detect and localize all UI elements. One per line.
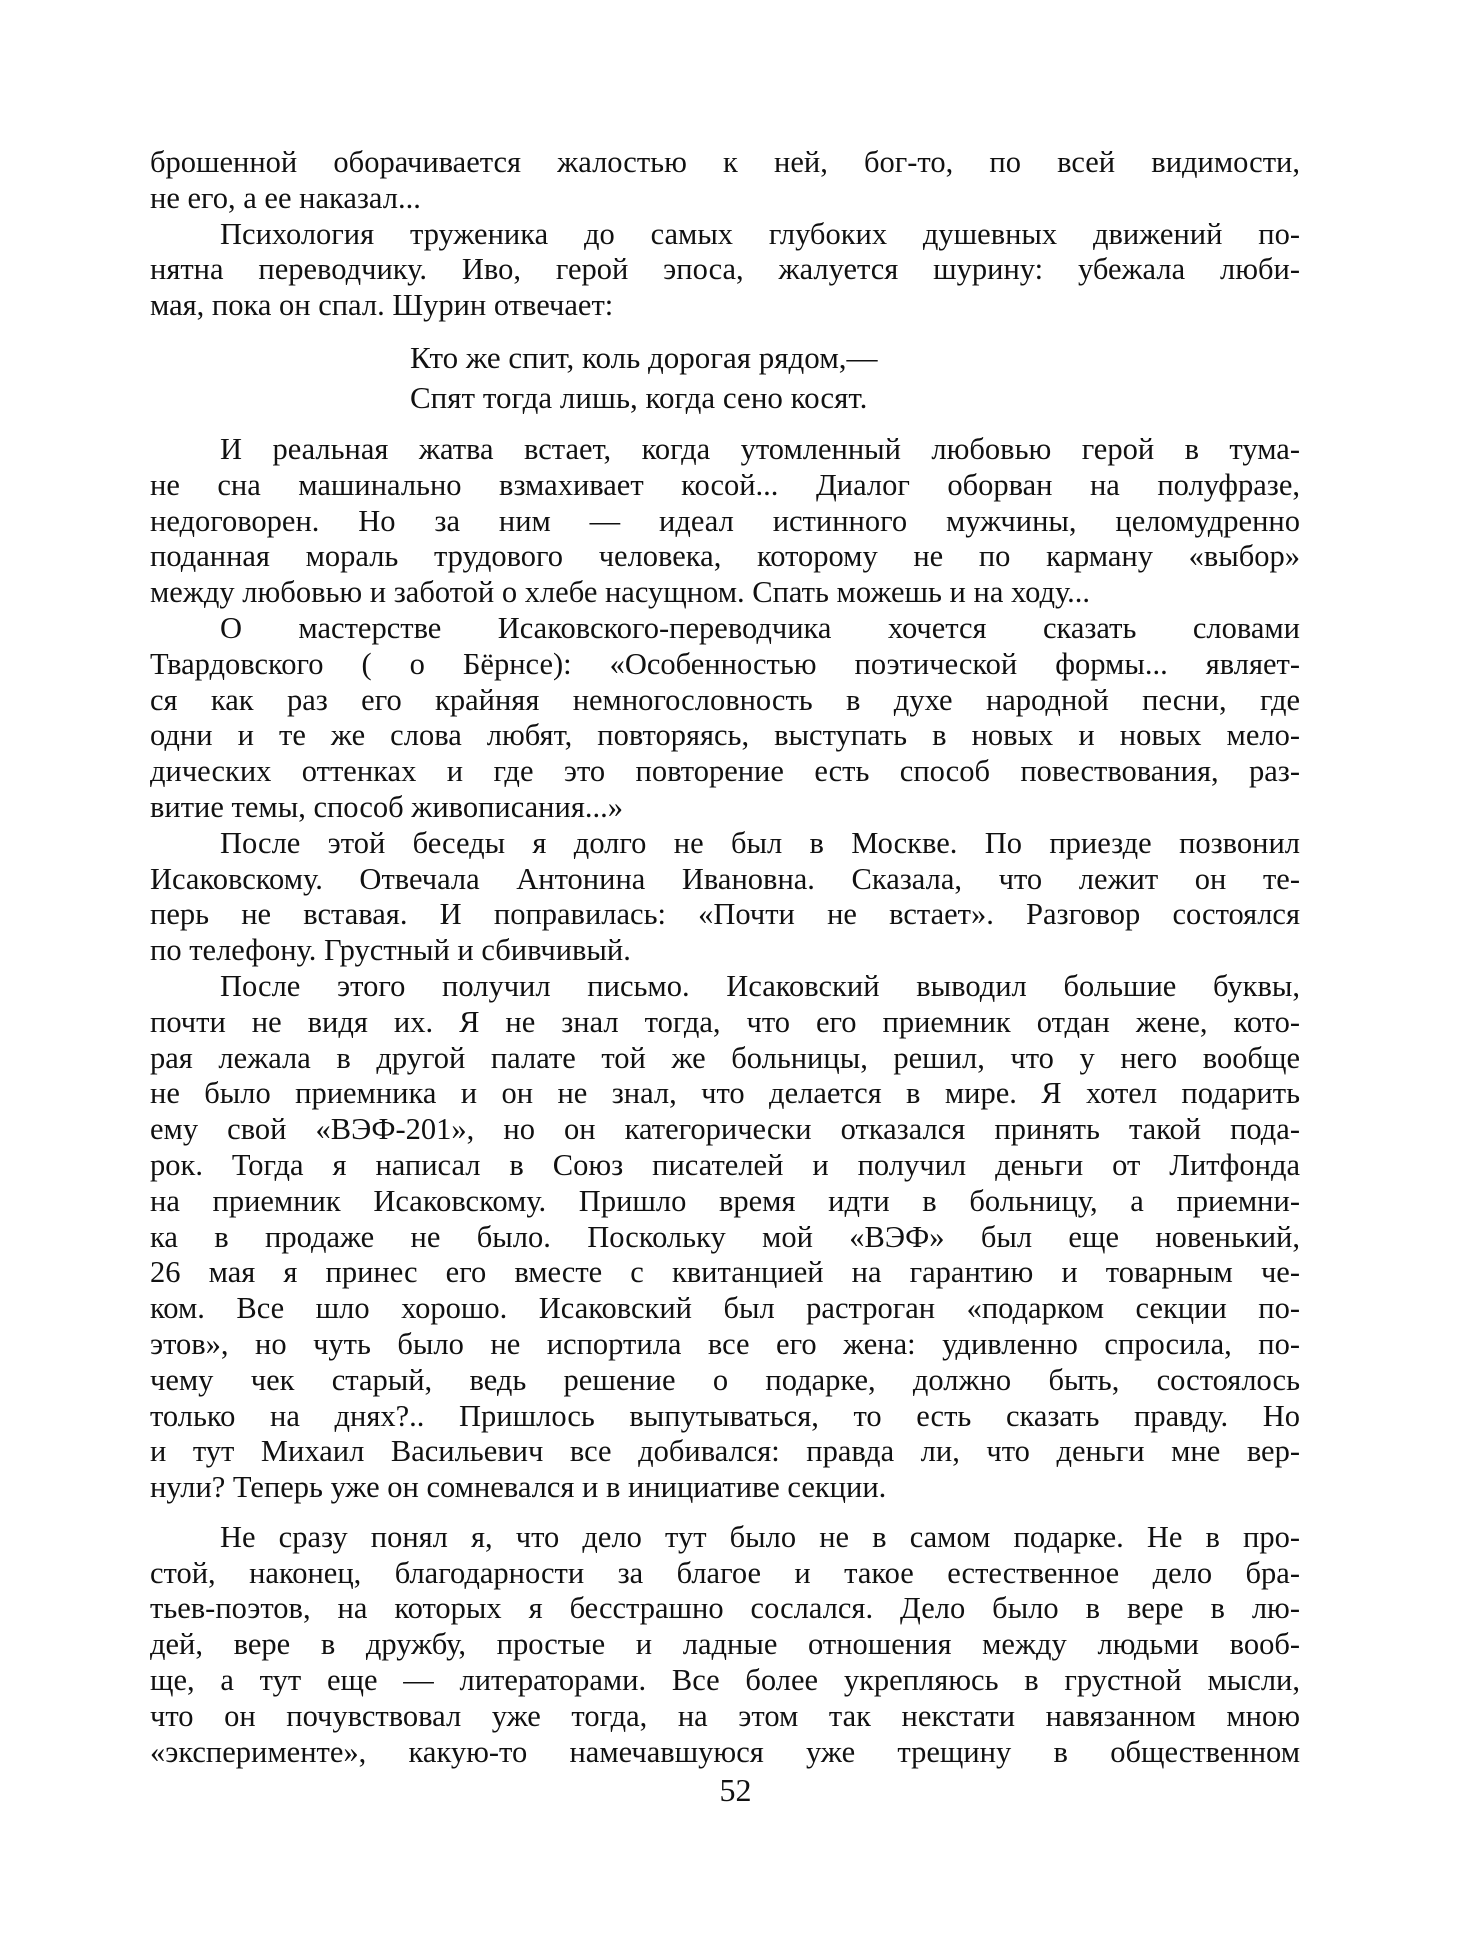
text-line: и тут Михаил Васильевич все добивался: правда ли, что деньги мне вер- [150, 1434, 1300, 1469]
text-line: ком. Все шло хорошо. Исаковский был растроган «подарком секции по- [150, 1291, 1300, 1326]
text-line: Исаковскому. Отвечала Антонина Ивановна. Сказала, что лежит он те- [150, 861, 1300, 896]
text-line: ще, а тут еще — литераторами. Все более укрепляюсь в грустной мысли, [150, 1663, 1300, 1698]
text-line: перь не вставая. И поправилась: «Почти не встает». Разговор состоялся [150, 897, 1300, 932]
text-line: только на днях?.. Пришлось выпутываться, то есть сказать правду. Но [150, 1398, 1300, 1433]
text-line: После этой беседы я долго не был в Москве. По приезде позвонил [220, 825, 1300, 860]
text-line: стой, наконец, благодарности за благое и такое естественное дело бра- [150, 1555, 1300, 1590]
text-line: по телефону. Грустный и сбивчивый. [150, 933, 631, 968]
paragraph [150, 826, 1300, 969]
verse-quote [410, 338, 1050, 418]
text-line: Твардовского ( о Бёрнсе): «Особенностью поэтической формы... являет- [150, 646, 1300, 681]
text-line: чему чек старый, ведь решение о подарке, должно быть, состоялось [150, 1362, 1300, 1397]
text-line: не было приемника и он не знал, что делается в мире. Я хотел подарить [150, 1076, 1300, 1111]
text-line: витие темы, способ живописания...» [150, 789, 623, 824]
paragraph [150, 217, 1300, 324]
paragraph [150, 145, 1300, 217]
page-number: 52 [719, 1772, 752, 1808]
text-line: брошенной оборачивается жалостью к ней, бог-то, по всей видимости, [150, 145, 1300, 179]
text-line: дей, вере в дружбу, простые и ладные отношения между людьми вооб- [150, 1627, 1300, 1662]
text-line: мая, пока он спал. Шурин отвечает: [150, 288, 614, 323]
body-text [150, 145, 1300, 1770]
text-line: нули? Теперь уже он сомневался и в инициативе секции. [150, 1470, 887, 1505]
text-line: одни и те же слова любят, повторяясь, выступать в новых и новых мело- [150, 718, 1300, 753]
text-line: что он почувствовал уже тогда, на этом так некстати навязанном мною [150, 1698, 1300, 1733]
text-line: недоговорен. Но за ним — идеал истинного мужчины, целомудренно [150, 503, 1300, 538]
text-line: После этого получил письмо. Исаковский выводил большие буквы, [220, 968, 1300, 1003]
text-line: дических оттенках и где это повторение есть способ повествования, раз- [150, 754, 1300, 789]
text-line: не его, а ее наказал... [150, 180, 421, 215]
text-line: нятна переводчику. Иво, герой эпоса, жалуется шурину: убежала люби- [150, 252, 1300, 287]
verse-line: Кто же спит, коль дорогая рядом,— [410, 339, 878, 375]
paragraph [150, 1520, 1300, 1771]
text-line: ся как раз его крайняя немногословность в духе народной песни, где [150, 682, 1300, 717]
verse-line: Спят тогда лишь, когда сено косят. [410, 379, 868, 415]
text-line: поданная мораль трудового человека, которому не по карману «выбор» [150, 539, 1300, 574]
text-line: не сна машинально взмахивает косой... Диалог оборван на полуфразе, [150, 467, 1300, 502]
text-line: рая лежала в другой палате той же больницы, решил, что у него вообще [150, 1040, 1300, 1075]
text-line: Психология труженика до самых глубоких душевных движений по- [220, 216, 1300, 251]
text-line: 26 мая я принес его вместе с квитанцией на гарантию и товарным че- [150, 1255, 1300, 1290]
text-line: И реальная жатва встает, когда утомленный любовью герой в тума- [220, 431, 1300, 466]
paragraph [150, 969, 1300, 1506]
text-line: Не сразу понял я, что дело тут было не в самом подарке. Не в про- [220, 1519, 1300, 1554]
paragraph [150, 432, 1300, 611]
text-line: О мастерстве Исаковского-переводчика хочется сказать словами [220, 610, 1300, 645]
text-line: почти не видя их. Я не знал тогда, что его приемник отдан жене, кото- [150, 1004, 1300, 1039]
text-line: «эксперименте», какую-то намечавшуюся уже трещину в общественном [150, 1734, 1300, 1769]
paragraph [150, 611, 1300, 826]
text-line: ка в продаже не было. Поскольку мой «ВЭФ» был еще новенький, [150, 1219, 1300, 1254]
text-line: этов», но чуть было не испортила все его жена: удивленно спросила, по- [150, 1326, 1300, 1361]
text-line: рок. Тогда я написал в Союз писателей и получил деньги от Литфонда [150, 1147, 1300, 1182]
text-line: ему свой «ВЭФ-201», но он категорически отказался принять такой пода- [150, 1112, 1300, 1147]
text-line: тьев-поэтов, на которых я бесстрашно сослался. Дело было в вере в лю- [150, 1591, 1300, 1626]
text-line: между любовью и заботой о хлебе насущном. Спать можешь и на ходу... [150, 575, 1091, 610]
text-line: на приемник Исаковскому. Пришло время идти в больницу, а приемни- [150, 1183, 1300, 1218]
